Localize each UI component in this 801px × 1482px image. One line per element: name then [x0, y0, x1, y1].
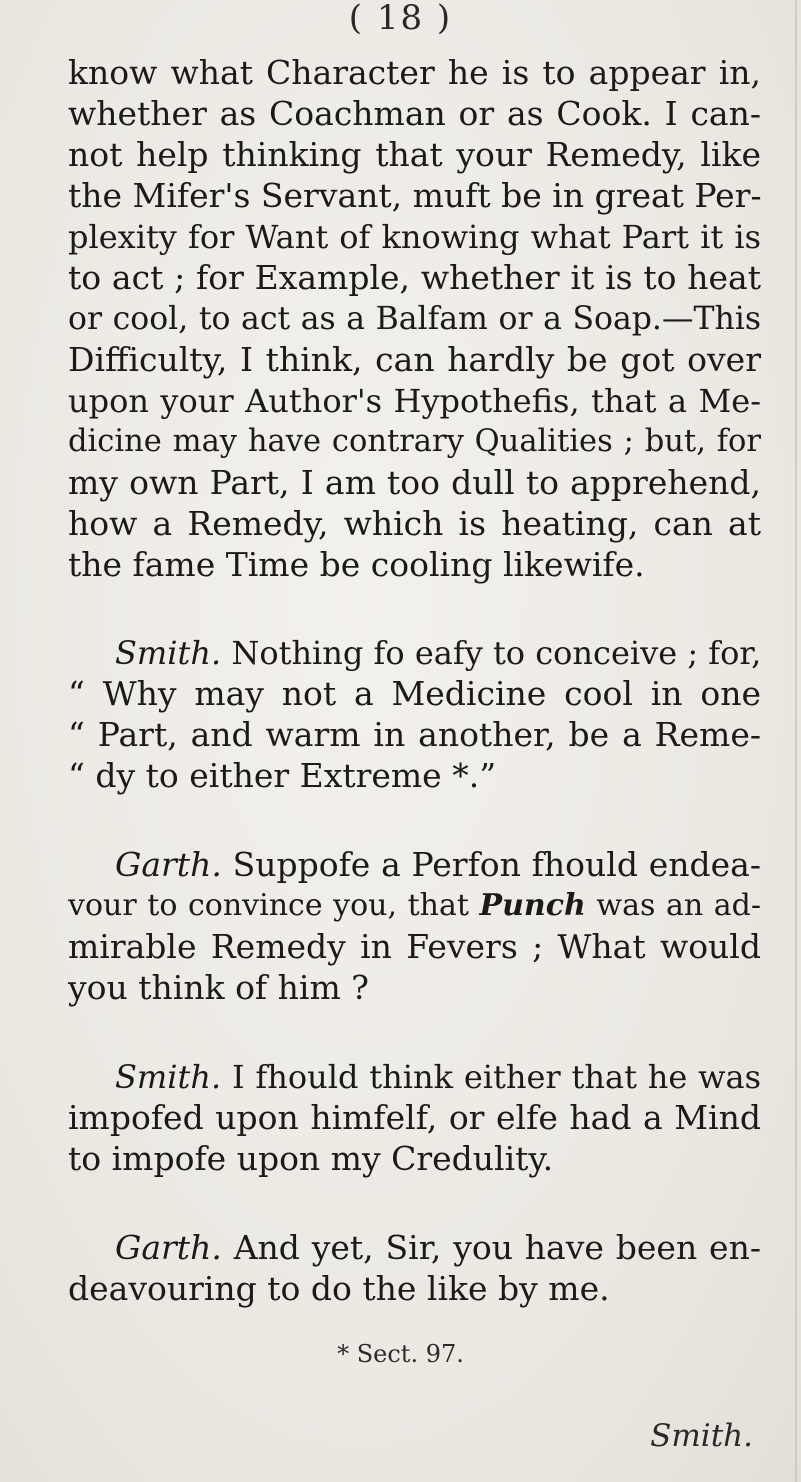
text-line: know what Character he is to appear in, [68, 53, 761, 92]
dialogue-first-line [115, 1228, 761, 1268]
quoted-line: “ Why may not a Medicine cool in one [68, 674, 761, 713]
text-line: dicine may have contrary Qualities ; but, for [68, 424, 761, 459]
dialogue-text: Suppofe a Perfon fhould endea- [232, 845, 761, 884]
text-line: or cool, to act as a Balfam or a Soap.—This [68, 301, 761, 337]
text-line: whether as Coachman or as Cook. I can- [68, 94, 761, 133]
text-line: my own Part, I am too dull to apprehend, [68, 463, 761, 502]
dialogue-line: to impofe upon my Credulity. [68, 1139, 554, 1178]
dialogue-text: was an ad- [596, 888, 761, 923]
catchword: Smith. [650, 1418, 753, 1454]
emphasized-word: Punch [479, 888, 586, 923]
speaker-name: Garth. [115, 845, 222, 884]
quoted-line: “ dy to either Extreme *.” [68, 756, 497, 795]
dialogue-text: I fhould think either that he was [231, 1058, 762, 1096]
dialogue-line [68, 886, 761, 926]
quoted-line: “ Part, and warm in another, be a Reme- [68, 715, 761, 754]
page-number: ( 18 ) [348, 0, 453, 38]
text-line: upon your Author's Hypothefis, that a Me- [68, 382, 761, 420]
speaker-name: Garth. [115, 1228, 222, 1267]
text-line: Difficulty, I think, can hardly be got over [68, 340, 761, 379]
dialogue-text: And yet, Sir, you have been en- [233, 1228, 761, 1267]
speaker-name: Smith. [115, 1058, 222, 1096]
text-line: to act ; for Example, whether it is to heat [68, 258, 761, 297]
text-line: the fame Time be cooling likewife. [68, 545, 645, 584]
text-line: how a Remedy, which is heating, can at [68, 504, 761, 543]
text-line: not help thinking that your Remedy, like [68, 135, 761, 174]
text-line: plexity for Want of knowing what Part it is [68, 218, 761, 256]
dialogue-line: impofed upon himfelf, or elfe had a Mind [68, 1098, 761, 1137]
dialogue-first-line [115, 1057, 761, 1097]
dialogue-line: deavouring to do the like by me. [68, 1269, 610, 1308]
speaker-name: Smith. [115, 634, 222, 672]
footnote: * Sect. 97. [337, 1340, 464, 1368]
dialogue-first-line [115, 633, 761, 673]
dialogue-first-line [115, 845, 761, 885]
dialogue-text: vour to convince you, that [68, 888, 469, 923]
dialogue-line: mirable Remedy in Fevers ; What would [68, 927, 761, 966]
text-line: the Mifer's Servant, muft be in great Per- [68, 176, 762, 215]
dialogue-line: you think of him ? [68, 968, 369, 1007]
dialogue-text: Nothing fo eafy to conceive ; for, [231, 634, 762, 672]
page-edge [795, 0, 797, 1482]
